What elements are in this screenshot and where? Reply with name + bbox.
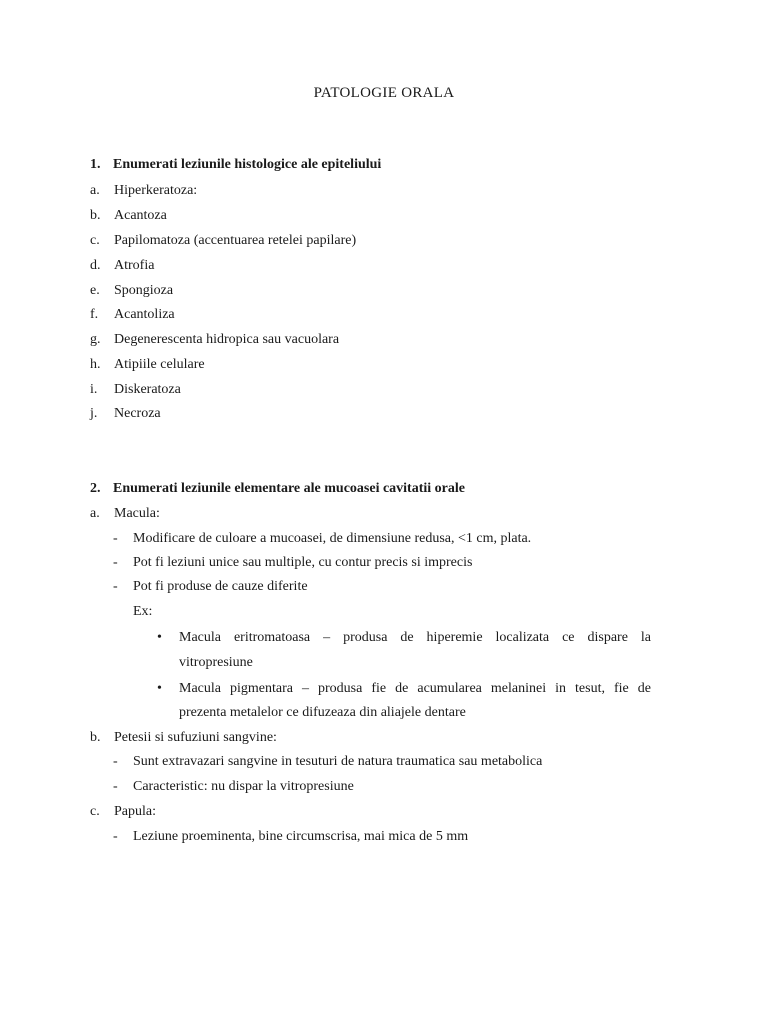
subsection-b-label	[90, 729, 277, 747]
example-line: prezenta metalelor ce difuzeaza din aliajele dentare	[179, 705, 466, 720]
list-marker: c.	[90, 804, 100, 819]
section-number: 2.	[90, 481, 101, 496]
section-heading-text: Enumerati leziunile elementare ale mucoasei cavitatii orale	[113, 481, 465, 496]
list-marker: a.	[90, 183, 100, 198]
list-item	[90, 331, 340, 349]
subsection-label: Papula:	[114, 804, 156, 819]
dash-item-text: Pot fi produse de cauze diferite	[133, 579, 308, 594]
section-heading-text: Enumerati leziunile histologice ale epiteliului	[113, 157, 382, 172]
list-marker: f.	[90, 307, 99, 322]
list-item	[90, 356, 205, 374]
dash-marker: -	[113, 531, 118, 546]
dash-item	[113, 828, 469, 846]
list-marker: c.	[90, 233, 100, 248]
dash-marker: -	[113, 779, 118, 794]
dash-item	[113, 530, 532, 548]
list-item	[90, 257, 155, 275]
list-marker: g.	[90, 332, 101, 347]
dash-marker: -	[113, 754, 118, 769]
list-item-text: Acantoliza	[114, 307, 175, 322]
example-line: vitropresiune	[179, 655, 253, 670]
dash-item-text: Modificare de culoare a mucoasei, de dimensiune redusa, <1 cm, plata.	[133, 531, 532, 546]
subsection-a-label	[90, 505, 160, 523]
list-item	[90, 405, 161, 423]
list-item-text: Degenerescenta hidropica sau vacuolara	[114, 332, 340, 347]
dash-marker: -	[113, 829, 118, 844]
list-item-text: Atipiile celulare	[114, 357, 205, 372]
list-marker: e.	[90, 283, 100, 298]
list-item-text: Papilomatoza (accentuarea retelei papilare)	[114, 233, 357, 248]
section-number: 1.	[90, 157, 101, 172]
bullet-marker: •	[157, 630, 162, 645]
list-item	[90, 282, 174, 300]
section-1-heading	[90, 156, 382, 174]
page-title: PATOLOGIE ORALA	[313, 85, 455, 101]
list-item	[90, 207, 167, 225]
example-label: Ex:	[133, 604, 153, 619]
bullet-marker: •	[157, 681, 162, 696]
list-item	[90, 381, 181, 399]
dash-item	[113, 778, 354, 796]
dash-marker: -	[113, 579, 118, 594]
list-marker: a.	[90, 506, 100, 521]
list-item-text: Atrofia	[114, 258, 155, 273]
list-item-text: Diskeratoza	[114, 382, 181, 397]
list-item-text: Acantoza	[114, 208, 167, 223]
list-item	[90, 232, 357, 250]
section-2-heading	[90, 480, 465, 498]
list-marker: b.	[90, 730, 101, 745]
dash-item-text: Leziune proeminenta, bine circumscrisa, mai mica de 5 mm	[133, 829, 469, 844]
list-item	[90, 306, 175, 324]
list-marker: h.	[90, 357, 101, 372]
list-marker: b.	[90, 208, 101, 223]
list-marker: i.	[90, 382, 98, 397]
dash-item	[113, 578, 308, 596]
subsection-label: Macula:	[114, 506, 160, 521]
list-item-text: Spongioza	[114, 283, 174, 298]
dash-item	[113, 554, 473, 572]
dash-marker: -	[113, 555, 118, 570]
dash-item-text: Pot fi leziuni unice sau multiple, cu contur precis si imprecis	[133, 555, 473, 570]
dash-item-text: Sunt extravazari sangvine in tesuturi de natura traumatica sau metabolica	[133, 754, 543, 769]
dash-item	[113, 753, 543, 771]
example-line: Macula eritromatoasa – produsa de hiperemie localizata ce dispare la	[179, 630, 651, 645]
example-line: Macula pigmentara – produsa fie de acumularea melaninei in tesut, fie de	[179, 681, 651, 696]
list-item-text: Hiperkeratoza:	[114, 183, 198, 198]
list-marker: d.	[90, 258, 101, 273]
subsection-c-label	[90, 803, 156, 821]
list-item	[90, 182, 198, 200]
list-item-text: Necroza	[114, 406, 161, 421]
subsection-label: Petesii si sufuziuni sangvine:	[114, 730, 277, 745]
list-marker: j.	[90, 406, 98, 421]
dash-item-text: Caracteristic: nu dispar la vitropresiune	[133, 779, 354, 794]
